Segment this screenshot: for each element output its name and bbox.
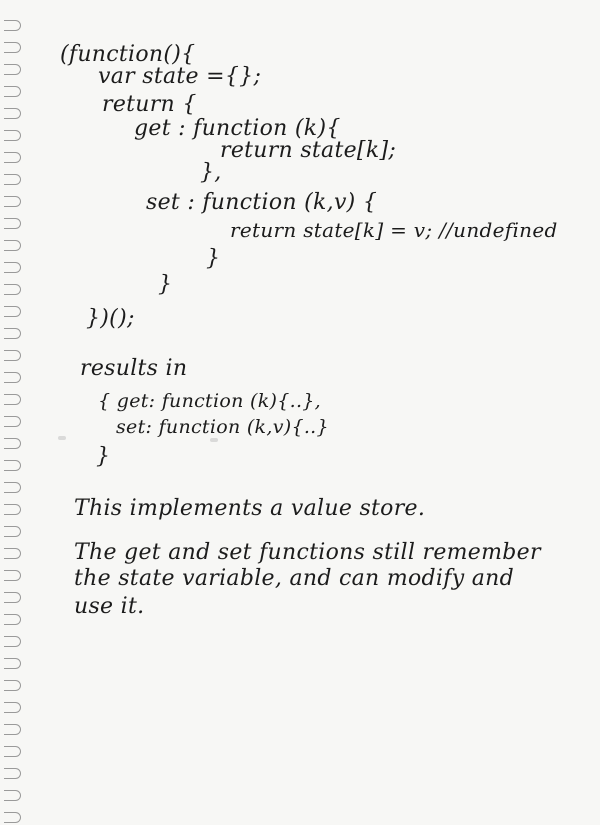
code-line-8: return state[k] = v; //undefined (230, 218, 558, 242)
code-line-11: })(); (86, 306, 135, 331)
code-line-3: return { (102, 92, 197, 117)
note-line-3: the state variable, and can modify and (74, 566, 514, 591)
note-line-2: The get and set functions still remember (74, 540, 541, 565)
code-line-7: set : function (k,v) { (146, 190, 378, 215)
code-line-10: } (158, 272, 173, 297)
results-heading: results in (80, 356, 188, 381)
result-line-1: { get: function (k){..}, (98, 390, 322, 412)
note-line-1: This implements a value store. (74, 496, 426, 521)
code-line-1: (function(){ (60, 42, 196, 67)
code-line-5: return state[k]; (220, 138, 397, 163)
result-line-3: } (96, 444, 111, 469)
spiral-binding (0, 0, 28, 825)
code-line-4: get : function (k){ (134, 116, 341, 141)
code-line-2: var state ={}; (98, 64, 262, 89)
result-line-2: set: function (k,v){..} (116, 416, 329, 438)
ink-smudge (58, 436, 66, 440)
ink-smudge (210, 438, 218, 442)
code-line-6: }, (200, 160, 222, 185)
code-line-9: } (206, 246, 221, 271)
note-line-4: use it. (74, 594, 145, 619)
